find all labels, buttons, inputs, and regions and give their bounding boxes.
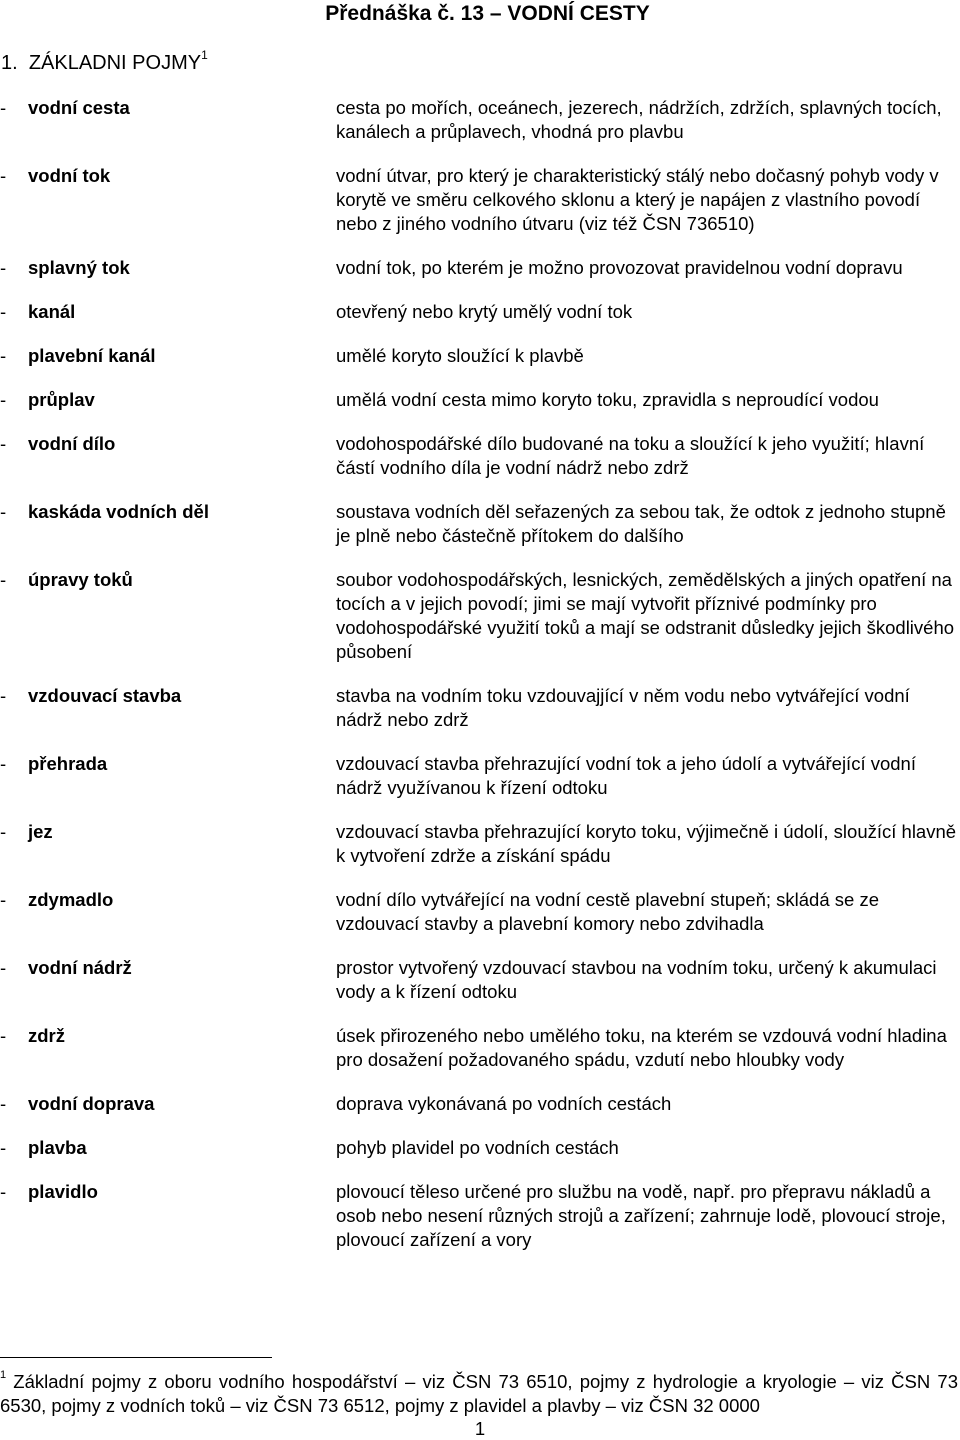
definition-term xyxy=(0,344,336,368)
definition-text: soustava vodních děl seřazených za sebou tak, že odtok z jednoho stupně je plně nebo částečně přítokem do dalšího xyxy=(336,501,946,546)
definition-term-text: vodní tok xyxy=(28,165,111,186)
definition-term xyxy=(0,1092,336,1116)
footnote-marker: 1 xyxy=(0,1368,7,1381)
section-heading xyxy=(1,50,208,76)
definition-term xyxy=(0,1136,336,1160)
definition-item xyxy=(0,820,960,868)
definition-item xyxy=(0,888,960,936)
definition-text: doprava vykonávaná po vodních cestách xyxy=(336,1093,672,1114)
definition-item xyxy=(0,256,960,280)
definition-item xyxy=(0,956,960,1004)
list-dash: - xyxy=(0,821,7,842)
definition-text: umělé koryto sloužící k plavbě xyxy=(336,345,584,366)
section-number: 1. xyxy=(1,52,18,74)
definition-term xyxy=(0,568,336,664)
footnote-separator xyxy=(0,1357,272,1358)
list-dash: - xyxy=(0,569,7,590)
list-dash: - xyxy=(0,97,7,118)
list-dash: - xyxy=(0,1181,7,1202)
definition-text: vzdouvací stavba přehrazující koryto toku, výjimečně i údolí, sloužící hlavně k vytvoření zdrže a získání spádu xyxy=(336,821,957,866)
footnote-reference: 1 xyxy=(201,48,208,63)
definition-text: úsek přirozeného nebo umělého toku, na kterém se vzdouvá vodní hladina pro dosažení požadovaného spádu, vzdutí nebo hloubky vody xyxy=(336,1025,947,1070)
definition-item xyxy=(0,164,960,236)
definition-text: prostor vytvořený vzdouvací stavbou na vodním toku, určený k akumulaci vody a k řízení odtoku xyxy=(336,957,937,1002)
definition-text: pohyb plavidel po vodních cestách xyxy=(336,1137,619,1158)
definition-term-text: plavební kanál xyxy=(28,345,156,366)
definition-term-text: kanál xyxy=(28,301,76,322)
definition-term xyxy=(0,500,336,548)
definition-term xyxy=(0,956,336,1004)
list-dash: - xyxy=(0,1137,7,1158)
definition-term-text: kaskáda vodních děl xyxy=(28,501,209,522)
definition-term-text: jez xyxy=(28,821,53,842)
definition-text: plovoucí těleso určené pro službu na vodě, např. pro přepravu nákladů a osob nebo nesení různých strojů a zařízení; zahrnuje lodě, plovoucí stroje, plovoucí zařízení a vory xyxy=(336,1181,946,1250)
definition-item xyxy=(0,752,960,800)
list-dash: - xyxy=(0,345,7,366)
definition-term-text: vodní doprava xyxy=(28,1093,155,1114)
list-dash: - xyxy=(0,257,7,278)
definition-term xyxy=(0,1180,336,1252)
definition-item xyxy=(0,1180,960,1252)
definition-text: cesta po mořích, oceánech, jezerech, nádržích, zdržích, splavných tocích, kanálech a průplavech, vhodná pro plavbu xyxy=(336,97,942,142)
definition-term xyxy=(0,388,336,412)
definition-term-text: vodní dílo xyxy=(28,433,116,454)
page-number: 1 xyxy=(474,1418,486,1439)
definition-term-text: splavný tok xyxy=(28,257,130,278)
list-dash: - xyxy=(0,685,7,706)
list-dash: - xyxy=(0,957,7,978)
definition-term-text: přehrada xyxy=(28,753,108,774)
list-dash: - xyxy=(0,753,7,774)
definition-term xyxy=(0,300,336,324)
footnote-text: Základní pojmy z oboru vodního hospodářství – viz ČSN 73 6510, pojmy z hydrologie a kryologie – viz ČSN 73 6530, pojmy z vodních toků – viz ČSN 73 6512, pojmy z plavidel a plavby – viz ČSN 32 0000 xyxy=(0,1371,958,1416)
definition-term xyxy=(0,888,336,936)
list-dash: - xyxy=(0,433,7,454)
definition-item xyxy=(0,500,960,548)
definition-text: stavba na vodním toku vzdouvajjící v něm vodu nebo vytvářející vodní nádrž nebo zdrž xyxy=(336,685,910,730)
definition-text: soubor vodohospodářských, lesnických, zemědělských a jiných opatření na tocích a v jejich povodí; jimi se mají vytvořit příznivé podmínky pro vodohospodářské využití toků a mají se odstranit důsledky jejich škodlivého působení xyxy=(336,569,955,662)
definition-term xyxy=(0,820,336,868)
definition-item xyxy=(0,1136,960,1160)
list-dash: - xyxy=(0,1093,7,1114)
definition-item xyxy=(0,96,960,144)
definition-term-text: vodní cesta xyxy=(28,97,130,118)
definition-text: vodní dílo vytvářející na vodní cestě plavební stupeň; skládá se ze vzdouvací stavby a plavební komory nebo zdvihadla xyxy=(336,889,879,934)
definition-term-text: zdrž xyxy=(28,1025,65,1046)
definition-term xyxy=(0,752,336,800)
list-dash: - xyxy=(0,1025,7,1046)
list-dash: - xyxy=(0,889,7,910)
definition-item xyxy=(0,432,960,480)
definition-text: vodohospodářské dílo budované na toku a sloužící k jeho využití; hlavní částí vodního díla je vodní nádrž nebo zdrž xyxy=(336,433,925,478)
definition-term xyxy=(0,432,336,480)
definition-term-text: vodní nádrž xyxy=(28,957,132,978)
definition-term xyxy=(0,96,336,144)
definition-list xyxy=(0,96,960,1272)
definition-term-text: zdymadlo xyxy=(28,889,114,910)
definition-item xyxy=(0,568,960,664)
definition-text: otevřený nebo krytý umělý vodní tok xyxy=(336,301,633,322)
footnote xyxy=(0,1370,958,1418)
definition-term xyxy=(0,1024,336,1072)
definition-term xyxy=(0,256,336,280)
definition-item xyxy=(0,684,960,732)
definition-item xyxy=(0,388,960,412)
definition-term-text: plavidlo xyxy=(28,1181,98,1202)
definition-term-text: vzdouvací stavba xyxy=(28,685,182,706)
definition-text: umělá vodní cesta mimo koryto toku, zpravidla s neproudící vodou xyxy=(336,389,879,410)
section-heading-text: ZÁKLADNI POJMY xyxy=(28,52,202,74)
list-dash: - xyxy=(0,501,7,522)
definition-term-text: průplav xyxy=(28,389,95,410)
definition-term xyxy=(0,684,336,732)
definition-term-text: plavba xyxy=(28,1137,87,1158)
definition-term-text: úpravy toků xyxy=(28,569,133,590)
definition-item xyxy=(0,344,960,368)
definition-item xyxy=(0,1092,960,1116)
page-title: Přednáška č. 13 – VODNÍ CESTY xyxy=(325,2,650,25)
definition-text: vzdouvací stavba přehrazující vodní tok a jeho údolí a vytvářející vodní nádrž využívanou k řízení odtoku xyxy=(336,753,916,798)
definition-item xyxy=(0,1024,960,1072)
list-dash: - xyxy=(0,301,7,322)
list-dash: - xyxy=(0,165,7,186)
definition-text: vodní tok, po kterém je možno provozovat pravidelnou vodní dopravu xyxy=(336,257,903,278)
list-dash: - xyxy=(0,389,7,410)
definition-text: vodní útvar, pro který je charakteristický stálý nebo dočasný pohyb vody v korytě ve směru celkového sklonu a který je napájen z vlastního povodí nebo z jiného vodního útvaru (viz též ČSN 736510) xyxy=(336,165,939,234)
definition-item xyxy=(0,300,960,324)
definition-term xyxy=(0,164,336,236)
